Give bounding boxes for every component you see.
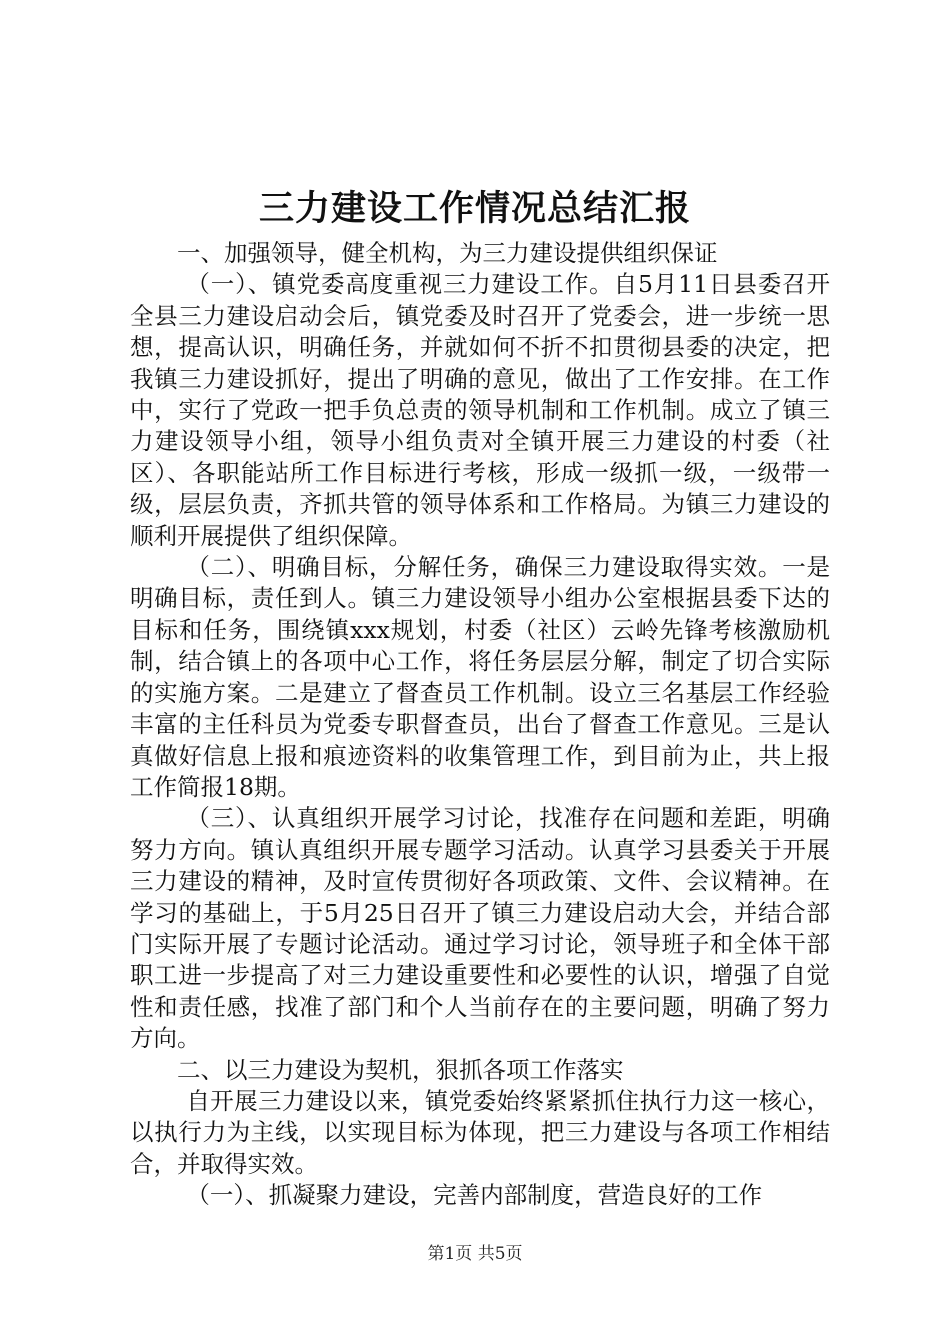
paragraph-1-1: （一）、镇党委高度重视三力建设工作。自5月11日县委召开全县三力建设启动会后，镇党委及时召开了党委会，进一步统一思想，提高认识，明确任务，并就如何不折不扣贯彻县委的决定，把我镇三力建设抓好，提出了明确的意见，做出了工作安排。在工作中，实行了党政一把手负总责的领导机制和工作机制。成立了镇三力建设领导小组，领导小组负责对全镇开展三力建设的村委（社区）、各职能站所工作目标进行考核，形成一级抓一级，一级带一级，层层负责，齐抓共管的领导体系和工作格局。为镇三力建设的顺利开展提供了组织保障。 (130, 270, 830, 550)
section-heading-1: 一、加强领导，健全机构，为三力建设提供组织保证 (177, 239, 718, 267)
page-footer: 第1页 共5页 (427, 1244, 523, 1264)
paragraph-2-1: （一）、抓凝聚力建设，完善内部制度，营造良好的工作 (186, 1181, 763, 1210)
paragraph-2-intro: 自开展三力建设以来，镇党委始终紧紧抓住执行力这一核心，以执行力为主线，以实现目标为体现，把三力建设与各项工作相结合，并取得实效。 (130, 1086, 830, 1178)
document-title: 三力建设工作情况总结汇报 (258, 188, 691, 229)
paragraph-1-2: （二）、明确目标，分解任务，确保三力建设取得实效。一是明确目标，责任到人。镇三力建设领导小组办公室根据县委下达的目标和任务，围绕镇xxx规划，村委（社区）云岭先锋考核激励机制，结合镇上的各项中心工作，将任务层层分解，制定了切合实际的实施方案。二是建立了督查员工作机制。设立三名基层工作经验丰富的主任科员为党委专职督查员，出台了督查工作意见。三是认真做好信息上报和痕迹资料的收集管理工作，到目前为止，共上报工作简报18期。 (130, 553, 830, 801)
document-body (130, 238, 830, 1212)
paragraph-1-3: （三）、认真组织开展学习讨论，找准存在问题和差距，明确努力方向。镇认真组织开展专题学习活动。认真学习县委关于开展三力建设的精神，及时宣传贯彻好各项政策、文件、会议精神。在学习的基础上，于5月25日召开了镇三力建设启动大会，并结合部门实际开展了专题讨论活动。通过学习讨论，领导班子和全体干部职工进一步提高了对三力建设重要性和必要性的认识，增强了自觉性和责任感，找准了部门和个人当前存在的主要问题，明确了努力方向。 (130, 804, 830, 1053)
section-heading-2: 二、以三力建设为契机，狠抓各项工作落实 (177, 1055, 624, 1084)
